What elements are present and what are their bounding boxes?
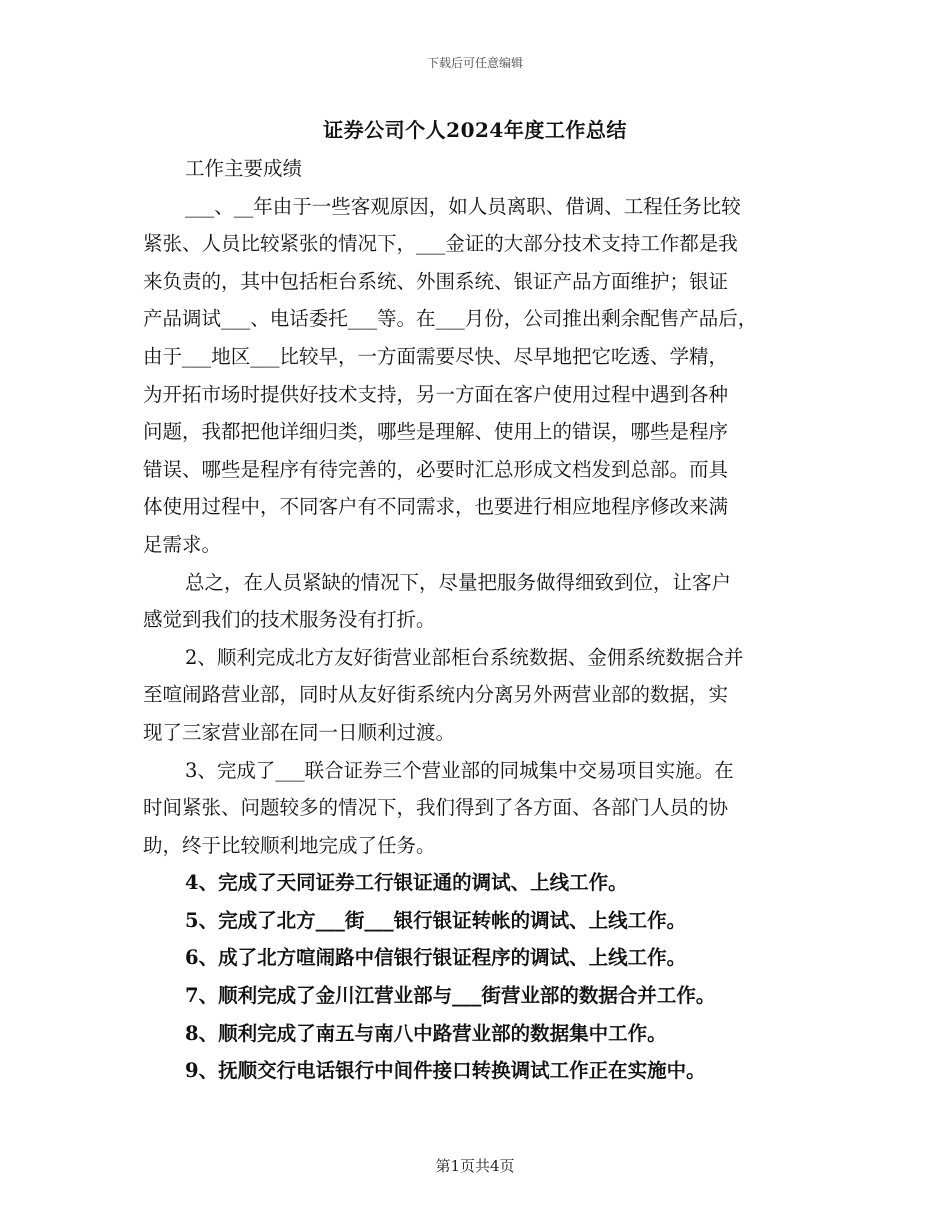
text-line: 体使用过程中，不同客户有不同需求，也要进行相应地程序修改来满 <box>143 495 729 519</box>
text-line: 助，终于比较顺利地完成了任务。 <box>143 833 436 857</box>
text-line: 问题，我都把他详细归类，哪些是理解、使用上的错误，哪些是程序 <box>143 420 729 444</box>
page-number: 第1页共4页 <box>435 1157 515 1175</box>
text-line: 足需求。 <box>143 532 222 556</box>
text-line: 7、顺利完成了金川江营业部与___街营业部的数据合并工作。 <box>185 984 716 1008</box>
text-line: 产品调试___、电话委托___等。在___月份，公司推出剩余配售产品后， <box>143 307 758 331</box>
text-line: 感觉到我们的技术服务没有打折。 <box>143 608 436 632</box>
text-line: 工作主要成绩 <box>185 157 303 180</box>
text-line: 至喧闹路营业部，同时从友好街系统内分离另外两营业部的数据，实 <box>143 683 729 707</box>
text-line: ___、__年由于一些客观原因，如人员离职、借调、工程任务比较 <box>185 194 741 218</box>
document-body <box>143 150 823 1090</box>
text-line: 6、成了北方喧闹路中信银行银证程序的调试、上线工作。 <box>185 946 687 970</box>
text-line: 现了三家营业部在同一日顺利过渡。 <box>143 720 456 744</box>
page-title: 证券公司个人2024年度工作总结 <box>323 118 627 142</box>
text-line: 5、完成了北方___街___银行银证转帐的调试、上线工作。 <box>185 908 687 932</box>
text-line: 时间紧张、问题较多的情况下，我们得到了各方面、各部门人员的协 <box>143 796 729 820</box>
header-note: 下载后可任意编辑 <box>426 56 523 70</box>
text-line: 8、顺利完成了南五与南八中路营业部的数据集中工作。 <box>185 1021 667 1045</box>
text-line: 错误、哪些是程序有待完善的，必要时汇总形成文档发到总部。而具 <box>143 457 729 481</box>
text-line: 总之，在人员紧缺的情况下，尽量把服务做得细致到位，让客户 <box>185 570 732 594</box>
text-line: 2、顺利完成北方友好街营业部柜台系统数据、金佣系统数据合并 <box>185 645 744 669</box>
text-line: 为开拓市场时提供好技术支持，另一方面在客户使用过程中遇到各种 <box>143 382 729 406</box>
text-line: 3、完成了___联合证券三个营业部的同城集中交易项目实施。在 <box>185 758 734 782</box>
text-line: 由于___地区___比较早，一方面需要尽快、尽早地把它吃透、学精， <box>143 344 729 368</box>
text-line: 紧张、人员比较紧张的情况下，___金证的大部分技术支持工作都是我 <box>143 232 738 256</box>
text-line: 9、抚顺交行电话银行中间件接口转换调试工作正在实施中。 <box>185 1059 706 1083</box>
text-line: 来负责的，其中包括柜台系统、外围系统、银证产品方面维护；银证 <box>143 269 729 293</box>
text-line: 4、完成了天同证券工行银证通的调试、上线工作。 <box>185 871 628 895</box>
